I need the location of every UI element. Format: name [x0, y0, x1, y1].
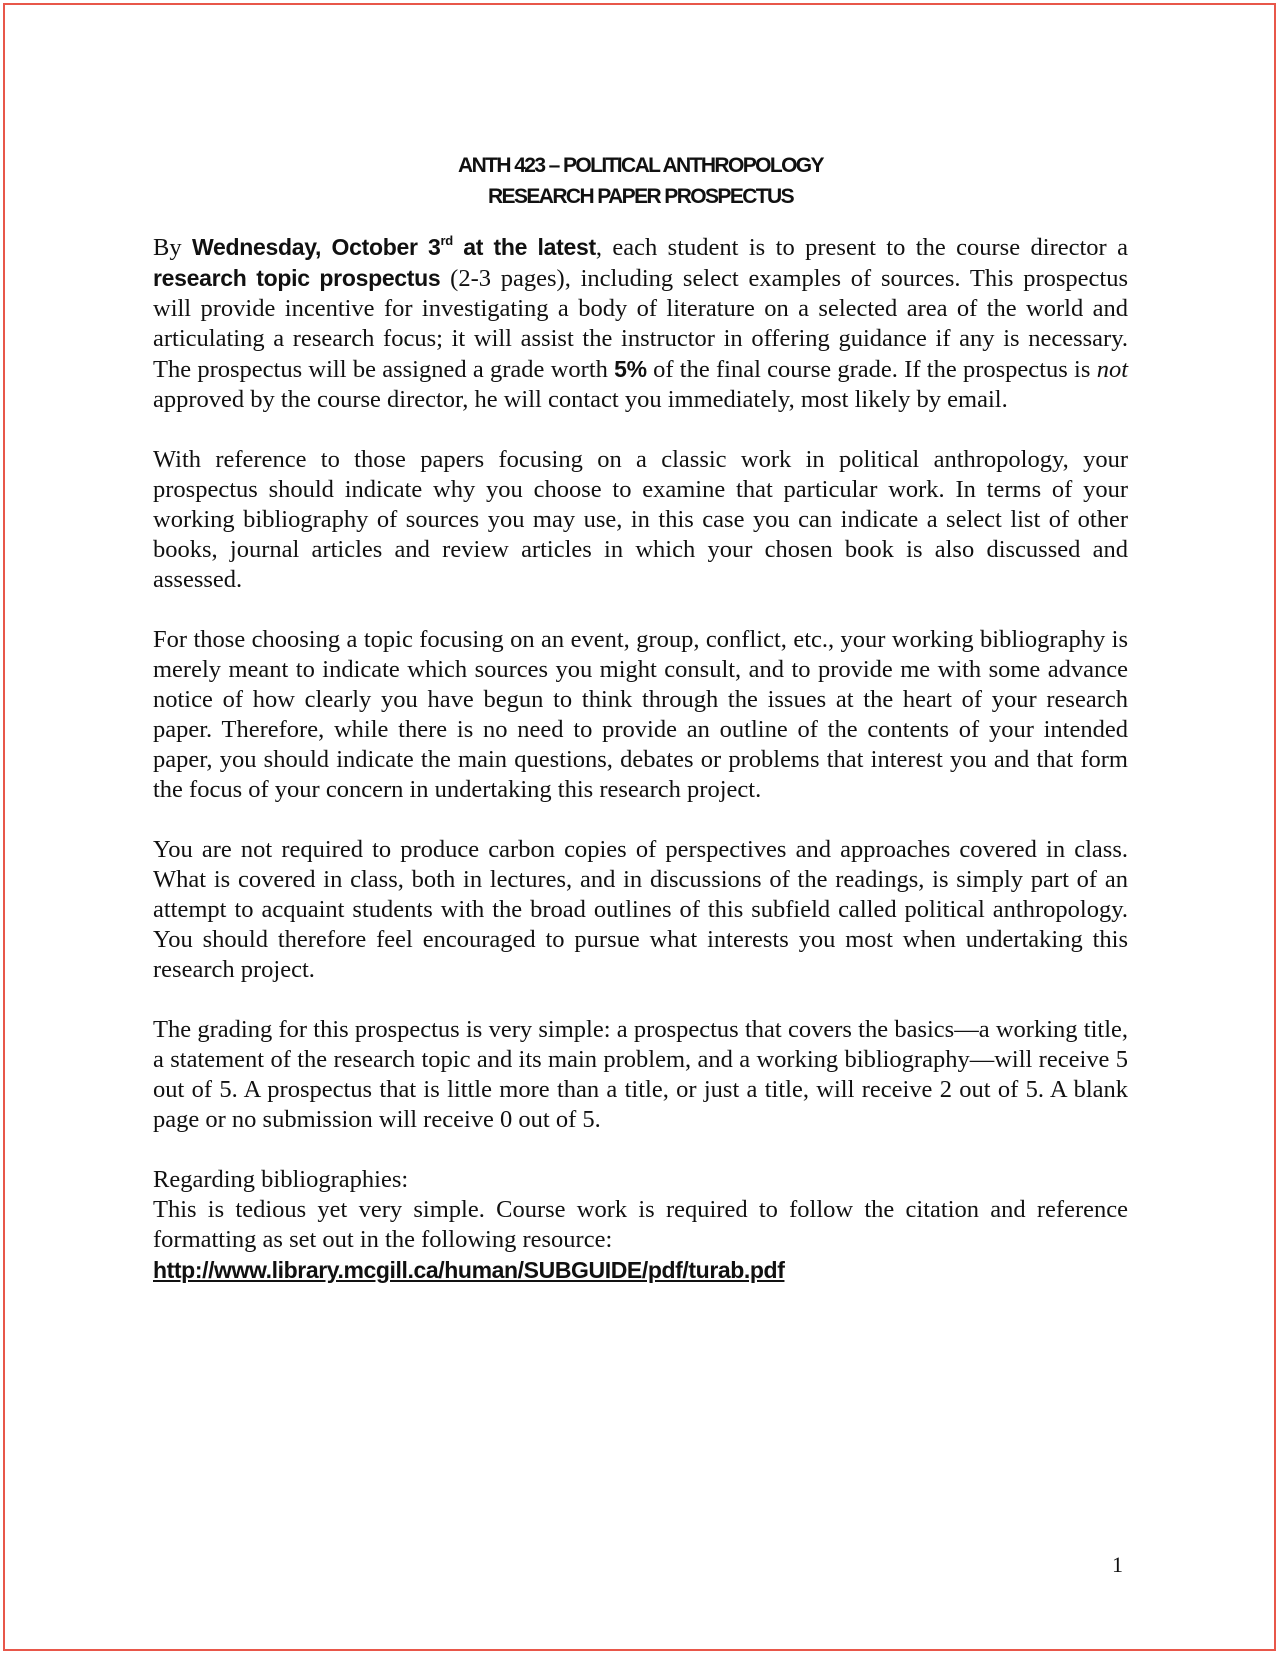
title-line-course: ANTH 423 – POLITICAL ANTHROPOLOGY [458, 154, 823, 177]
grade-weight: 5% [614, 356, 647, 382]
text-run: (2-3 pages), including select examples of sources. This prospectus will provide incentive for investigating a body of literature on a selected area of the world and articulating a research focus; it will assist the instructor in offering guidance if any is necessary. The prospectus will be assigned a grade worth [153, 265, 1128, 383]
document-title [153, 150, 1128, 212]
paragraph-deadline [153, 232, 1128, 415]
deadline-qualifier: at the latest [452, 234, 596, 260]
paragraph-perspectives: You are not required to produce carbon copies of perspectives and approaches covered in class. What is covered in class, both in lectures, and in discussions of the readings, is simply part of an attempt to acquaint students with the broad outlines of this subfield called political anthropology. You should therefore feel encouraged to pursue what interests you most when undertaking this research project. [153, 836, 1128, 983]
paragraph-grading: The grading for this prospectus is very simple: a prospectus that covers the basics—a working title, a statement of the research topic and its main problem, and a working bibliography—will receive 5 out of 5. A prospectus that is little more than a title, or just a title, will receive 2 out of 5. A blank page or no submission will receive 0 out of 5. [153, 1016, 1128, 1133]
text-run: of the final course grade. If the prospectus is [646, 356, 1097, 383]
title-line-assignment: RESEARCH PAPER PROSPECTUS [487, 185, 793, 208]
ordinal-suffix: rd [440, 233, 453, 248]
paragraph-classic-work: With reference to those papers focusing on a classic work in political anthropology, your prospectus should indicate why you choose to examine that particular work. In terms of your working bibliography of sources you may use, in this case you can indicate a select list of other books, journal articles and review articles in which your chosen book is also discussed and assessed. [153, 446, 1128, 593]
resource-link[interactable]: http://www.library.mcgill.ca/human/SUBGUIDE/pdf/turab.pdf [153, 1257, 785, 1283]
page-number: 1 [1112, 1552, 1123, 1577]
deadline-date: Wednesday, October 3 [192, 234, 441, 260]
paragraph-event-topic: For those choosing a topic focusing on an event, group, conflict, etc., your working bibliography is merely meant to indicate which sources you might consult, and to provide me with some advance notice of how clearly you have begun to think through the issues at the heart of your research paper. Therefore, while there is no need to provide an outline of the contents of your intended paper, you should indicate the main questions, debates or problems that interest you and that form the focus of your concern in undertaking this research project. [153, 626, 1128, 803]
text-run: By [153, 234, 193, 261]
deadline-text [192, 234, 596, 260]
prospectus-term: research topic prospectus [153, 265, 441, 291]
text-run: approved by the course director, he will contact you immediately, most likely by email. [153, 386, 1008, 413]
document-body [153, 150, 1128, 1285]
emphasis-not: not [1096, 356, 1128, 383]
paragraph-bibliography: This is tedious yet very simple. Course work is required to follow the citation and reference formatting as set out in the following resource: [153, 1196, 1128, 1253]
bibliography-heading: Regarding bibliographies: [153, 1166, 409, 1193]
text-run: , each student is to present to the course director a [595, 234, 1129, 261]
